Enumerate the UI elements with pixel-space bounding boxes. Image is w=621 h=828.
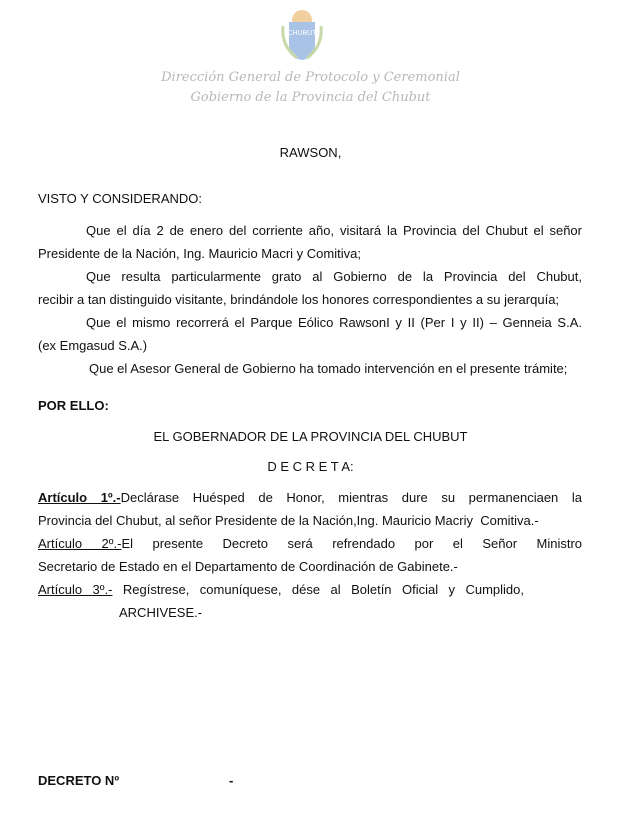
article-2-line-2: Secretario de Estado en el Departamento de Coordinación de Gabinete.- bbox=[38, 559, 458, 574]
chubut-seal-icon bbox=[277, 8, 327, 64]
article-3-line-1 bbox=[38, 582, 524, 598]
considerando-1-line-2: Presidente de la Nación, Ing. Mauricio Macri y Comitiva; bbox=[38, 246, 361, 261]
article-2-line-1 bbox=[38, 536, 582, 552]
considerando-2-line-1: Que resulta particularmente grato al Gobierno de la Provincia del Chubut, bbox=[86, 269, 582, 284]
considerando-3-line-1: Que el mismo recorrerá el Parque Eólico RawsonI y II (Per I y II) – Genneia S.A. bbox=[86, 315, 582, 330]
letterhead-line-2: Gobierno de la Provincia del Chubut bbox=[190, 90, 431, 105]
place: RAWSON, bbox=[279, 145, 342, 160]
considerando-3-line-2: (ex Emgasud S.A.) bbox=[38, 338, 148, 353]
article-3-line-2: ARCHIVESE.- bbox=[119, 605, 203, 620]
article-3-text: Regístrese, comuníquese, dése al Boletín Oficial y Cumplido, bbox=[112, 582, 524, 597]
article-1-line-1 bbox=[38, 490, 582, 506]
article-1-text: Declárase Huésped de Honor, mientras dure su permanenciaen la bbox=[120, 490, 582, 505]
letterhead-line-1: Dirección General de Protocolo y Ceremonial bbox=[161, 70, 460, 85]
considerando-4: Que el Asesor General de Gobierno ha tomado intervención en el presente trámite; bbox=[89, 361, 568, 376]
decreto-number-label: DECRETO Nº bbox=[38, 773, 120, 788]
por-ello-heading: POR ELLO: bbox=[38, 398, 109, 413]
article-2-label: Artículo 2º.- bbox=[38, 536, 122, 551]
visto-heading: VISTO Y CONSIDERANDO: bbox=[38, 191, 202, 206]
article-1-label: Artículo 1º.- bbox=[38, 490, 121, 505]
considerando-2-line-2: recibir a tan distinguido visitante, brindándole los honores correspondientes a su jerarquía; bbox=[38, 292, 560, 307]
decreto-number-dash: - bbox=[229, 773, 234, 788]
svg-text:CHUBUT: CHUBUT bbox=[287, 30, 317, 37]
decreta-heading: D E C R E T A: bbox=[267, 459, 354, 474]
governor-heading: EL GOBERNADOR DE LA PROVINCIA DEL CHUBUT bbox=[153, 429, 468, 444]
article-1-line-2: Provincia del Chubut, al señor Presidente de la Nación,Ing. Mauricio Macriy Comitiva.- bbox=[38, 513, 539, 528]
considerando-1-line-1: Que el día 2 de enero del corriente año, visitará la Provincia del Chubut el señor bbox=[86, 223, 582, 238]
article-3-label: Artículo 3º.- bbox=[38, 582, 113, 597]
article-2-text: El presente Decreto será refrendado por el Señor Ministro bbox=[121, 536, 582, 551]
